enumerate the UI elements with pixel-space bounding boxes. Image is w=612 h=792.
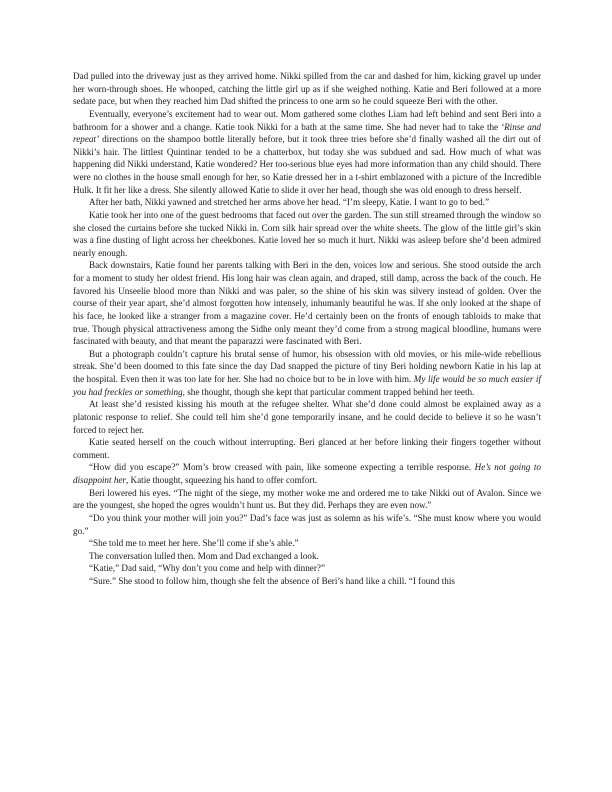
italic-text-run: ‘Rinse and repeat’ bbox=[73, 121, 541, 145]
text-run: Beri lowered his eyes. “The night of the siege, my mother woke me and ordered me to take Nikki out of Avalon. Since we are the youngest, she hoped the ogres wouldn’t hunt us. But they did. Perhaps they are even now.” bbox=[73, 487, 541, 511]
paragraph bbox=[73, 70, 541, 108]
text-run: “Sure.” She stood to follow him, though she felt the absence of Beri’s hand like a chill. “I found this bbox=[89, 576, 455, 586]
text-run: Back downstairs, Katie found her parents talking with Beri in the den, voices low and serious. She stood outside the arch for a moment to study her oldest friend. His long hair was clean again, and draped, still damp, across the back of the couch. He favored his Unseelie blood more than Nikki and was paler, so the shine of his skin was silvery instead of golden. Over the course of their year apart, she’d almost forgotten how intensely, inhumanly beautiful he was. If she only looked at the shape of his face, he looked like a stranger from a magazine cover. He’d certainly been on the fronts of enough tabloids to make that true. Though physical attractiveness among the Sidhe only meant they’d come from a strong magical bloodline, humans were fascinated with beauty, and that meant the paparazzi were fascinated with Beri. bbox=[73, 260, 541, 347]
paragraph bbox=[73, 209, 541, 260]
text-run: At least she’d resisted kissing his mouth at the refugee shelter. What she’d done could almost be explained away as a platonic response to relief. She could tell him she’d gone temporarily insane, and he could decide to believe it so he wasn’t forced to reject her. bbox=[73, 399, 541, 435]
text-run: Eventually, everyone’s excitement had to wear out. Mom gathered some clothes Liam had left behind and sent Beri into a bathroom for a shower and a change. Katie took Nikki for a bath at the same time. She had never had to take the bbox=[73, 108, 541, 132]
paragraph bbox=[73, 575, 541, 588]
text-run: Dad pulled into the driveway just as they arrived home. Nikki spilled from the car and dashed for him, kicking gravel up under her worn-through shoes. He whooped, catching the little girl up as if she weighed nothing. Katie and Beri followed at a more sedate pace, but when they reached him Dad shifted the princess to one arm so he could squeeze Beri with the other. bbox=[73, 71, 541, 107]
paragraph bbox=[73, 108, 541, 196]
book-page-text bbox=[73, 70, 541, 588]
paragraph bbox=[73, 398, 541, 436]
paragraph bbox=[73, 487, 541, 512]
text-run: “Do you think your mother will join you?” Dad’s face was just as solemn as his wife’s. “She must know where you would go.” bbox=[73, 512, 541, 536]
text-run: , she thought, though she kept that particular comment trapped behind her teeth. bbox=[182, 386, 475, 397]
italic-text-run: He’s not going to disappoint her bbox=[73, 462, 541, 485]
paragraph bbox=[73, 461, 541, 486]
text-run: But a photograph couldn’t capture his brutal sense of humor, his obsession with old movies, or his mile-wide rebellious streak. She’d been doomed to this fate since the day Dad snapped the picture of tiny Beri holding newborn Katie in his lap at the hospital. Even then it was too late for her. She had no choice but to be in love with him. bbox=[73, 348, 541, 384]
paragraph bbox=[73, 259, 541, 347]
text-run: directions on the shampoo bottle literally before, but it took three tries before she’d finally washed all the dirt out of Nikki’s hair. The littlest Quintinar tended to be a chatterbox, but today she was subdued and sad. How much of what was happening did Nikki understand, Katie wondered? Her too-serious blue eyes had more information than any child should. There were no clothes in the house small enough for her, so Katie dressed her in a t-shirt emblazoned with a picture of the Incredible Hulk. It fit her like a dress. She silently allowed Katie to slide it over her head, though she was old enough to dress herself. bbox=[73, 134, 541, 195]
text-run: “How did you escape?” Mom’s brow creased with pain, like someone expecting a terrible response. bbox=[89, 462, 475, 473]
paragraph bbox=[73, 562, 541, 575]
paragraph bbox=[73, 512, 541, 537]
paragraph bbox=[73, 436, 541, 461]
text-run: Katie took her into one of the guest bedrooms that faced out over the garden. The sun still streamed through the window so she closed the curtains before she tucked Nikki in. Corn silk hair spread over the white sheets. The glow of the little girl’s skin was a fine dusting of light across her cheekbones. Katie loved her so much it hurt. Nikki was asleep before she’d been admired nearly enough. bbox=[73, 209, 541, 258]
paragraph bbox=[73, 537, 541, 550]
paragraph bbox=[73, 196, 541, 209]
italic-text-run: My life would be so much easier if you had freckles or something bbox=[73, 374, 541, 397]
text-run: , Katie thought, squeezing his hand to offer comfort. bbox=[125, 475, 318, 485]
paragraph bbox=[73, 550, 541, 563]
text-run: The conversation lulled then. Mom and Dad exchanged a look. bbox=[89, 550, 319, 561]
text-run: Katie seated herself on the couch without interrupting. Beri glanced at her before linking their fingers together without comment. bbox=[73, 437, 541, 460]
text-run: “She told me to meet her here. She’ll come if she’s able.” bbox=[89, 538, 299, 549]
text-run: After her bath, Nikki yawned and stretched her arms above her head. “I’m sleepy, Katie. I want to go to bed.” bbox=[89, 197, 489, 208]
paragraph bbox=[73, 348, 541, 399]
text-run: “Katie,” Dad said, “Why don’t you come and help with dinner?” bbox=[89, 563, 325, 574]
